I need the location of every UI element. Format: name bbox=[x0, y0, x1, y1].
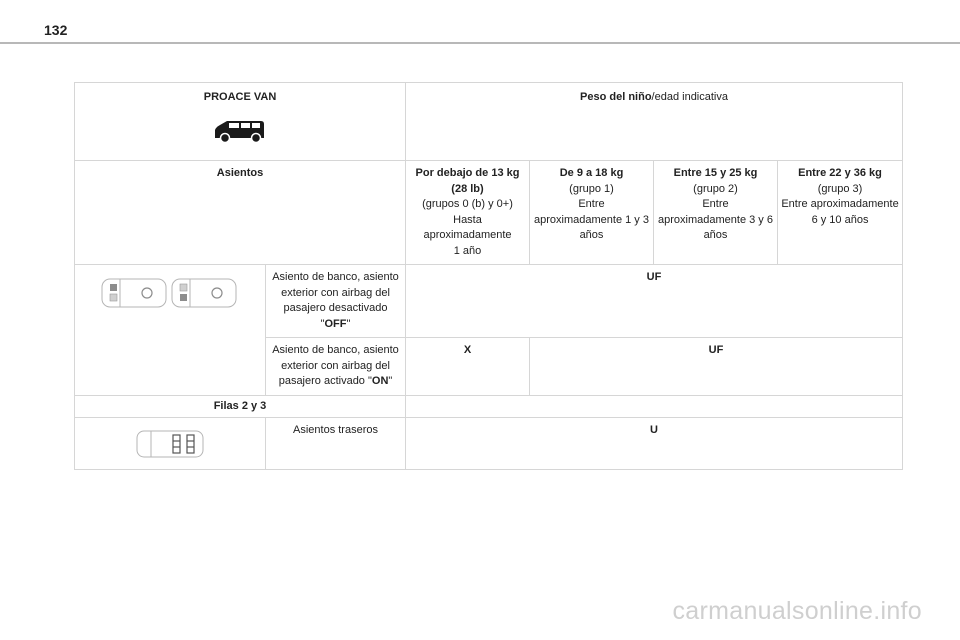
group-3-line: (grupo 3) bbox=[817, 182, 863, 195]
group-2-line: Entre aproximadamente 3 y 6 años bbox=[658, 198, 773, 241]
group-0-line: (grupos 0 (b) y 0+) bbox=[422, 198, 513, 210]
van-icon bbox=[212, 118, 268, 144]
group-0-title: Por debajo de 13 kg (28 lb) bbox=[415, 167, 520, 195]
rows-2-3-empty-cell bbox=[406, 395, 903, 418]
group-0-cell bbox=[406, 161, 530, 265]
airbag-off-state: OFF bbox=[324, 317, 347, 330]
seats-label-cell bbox=[75, 161, 406, 265]
weight-header-rest: /edad indicativa bbox=[651, 91, 728, 103]
airbag-on-group0-value: X bbox=[463, 344, 472, 356]
airbag-on-state: ON bbox=[371, 375, 389, 387]
rows-2-3-label: Filas 2 y 3 bbox=[213, 399, 267, 412]
weight-header-cell bbox=[406, 83, 903, 161]
group-0-line: Hasta aproximadamente bbox=[423, 213, 512, 241]
group-3-line: Entre aproximadamente 6 y 10 años bbox=[781, 198, 899, 226]
airbag-off-label-cell bbox=[266, 265, 406, 338]
group-0-line: 1 año bbox=[453, 244, 482, 257]
airbag-on-label: Asiento de banco, asiento exterior con airbag del pasajero activado bbox=[272, 344, 399, 387]
group-1-cell bbox=[530, 161, 654, 265]
group-3-cell bbox=[778, 161, 903, 265]
airbag-off-quote-close: " bbox=[346, 317, 351, 330]
airbag-off-quote-open: " bbox=[320, 317, 325, 330]
group-1-line: (grupo 1) bbox=[569, 182, 614, 195]
group-2-cell bbox=[654, 161, 778, 265]
airbag-on-quote-close: " bbox=[388, 375, 393, 387]
rear-seats-label: Asientos traseros bbox=[293, 424, 378, 436]
child-seat-table bbox=[74, 82, 903, 470]
airbag-on-quote-open: " bbox=[367, 375, 372, 387]
rear-seats-label-cell bbox=[266, 418, 406, 470]
seats-label: Asientos bbox=[216, 167, 264, 179]
watermark: carmanualsonline.info bbox=[672, 597, 922, 625]
rear-seat-diagram-cell bbox=[75, 418, 266, 470]
model-name: PROACE VAN bbox=[203, 91, 277, 103]
front-seat-diagram-cell bbox=[75, 265, 266, 396]
model-cell bbox=[75, 83, 406, 161]
rear-seats-value-cell bbox=[406, 418, 903, 470]
airbag-off-label: Asiento de banco, asiento exterior con airbag del pasajero desactivado bbox=[272, 271, 399, 314]
airbag-off-value: UF bbox=[646, 271, 662, 283]
airbag-on-label-cell bbox=[266, 338, 406, 396]
group-3-title: Entre 22 y 36 kg bbox=[798, 167, 882, 179]
front-bench-seat-diagram-icon bbox=[100, 276, 240, 310]
group-2-line: (grupo 2) bbox=[693, 182, 738, 195]
page-number: 132 bbox=[44, 22, 68, 38]
rows-2-3-label-cell bbox=[75, 395, 406, 418]
airbag-on-group0-cell bbox=[406, 338, 530, 396]
group-1-line: Entre aproximadamente 1 y 3 años bbox=[534, 198, 649, 241]
airbag-off-value-cell bbox=[406, 265, 903, 338]
airbag-on-others-value: UF bbox=[708, 344, 724, 356]
rear-seats-diagram-icon bbox=[135, 429, 205, 459]
group-1-title: De 9 a 18 kg bbox=[559, 167, 624, 179]
group-2-title: Entre 15 y 25 kg bbox=[673, 167, 758, 179]
airbag-on-others-cell bbox=[530, 338, 903, 396]
rear-seats-value: U bbox=[650, 424, 658, 436]
weight-header-bold: Peso del niño bbox=[580, 91, 652, 103]
header-rule bbox=[0, 42, 960, 44]
